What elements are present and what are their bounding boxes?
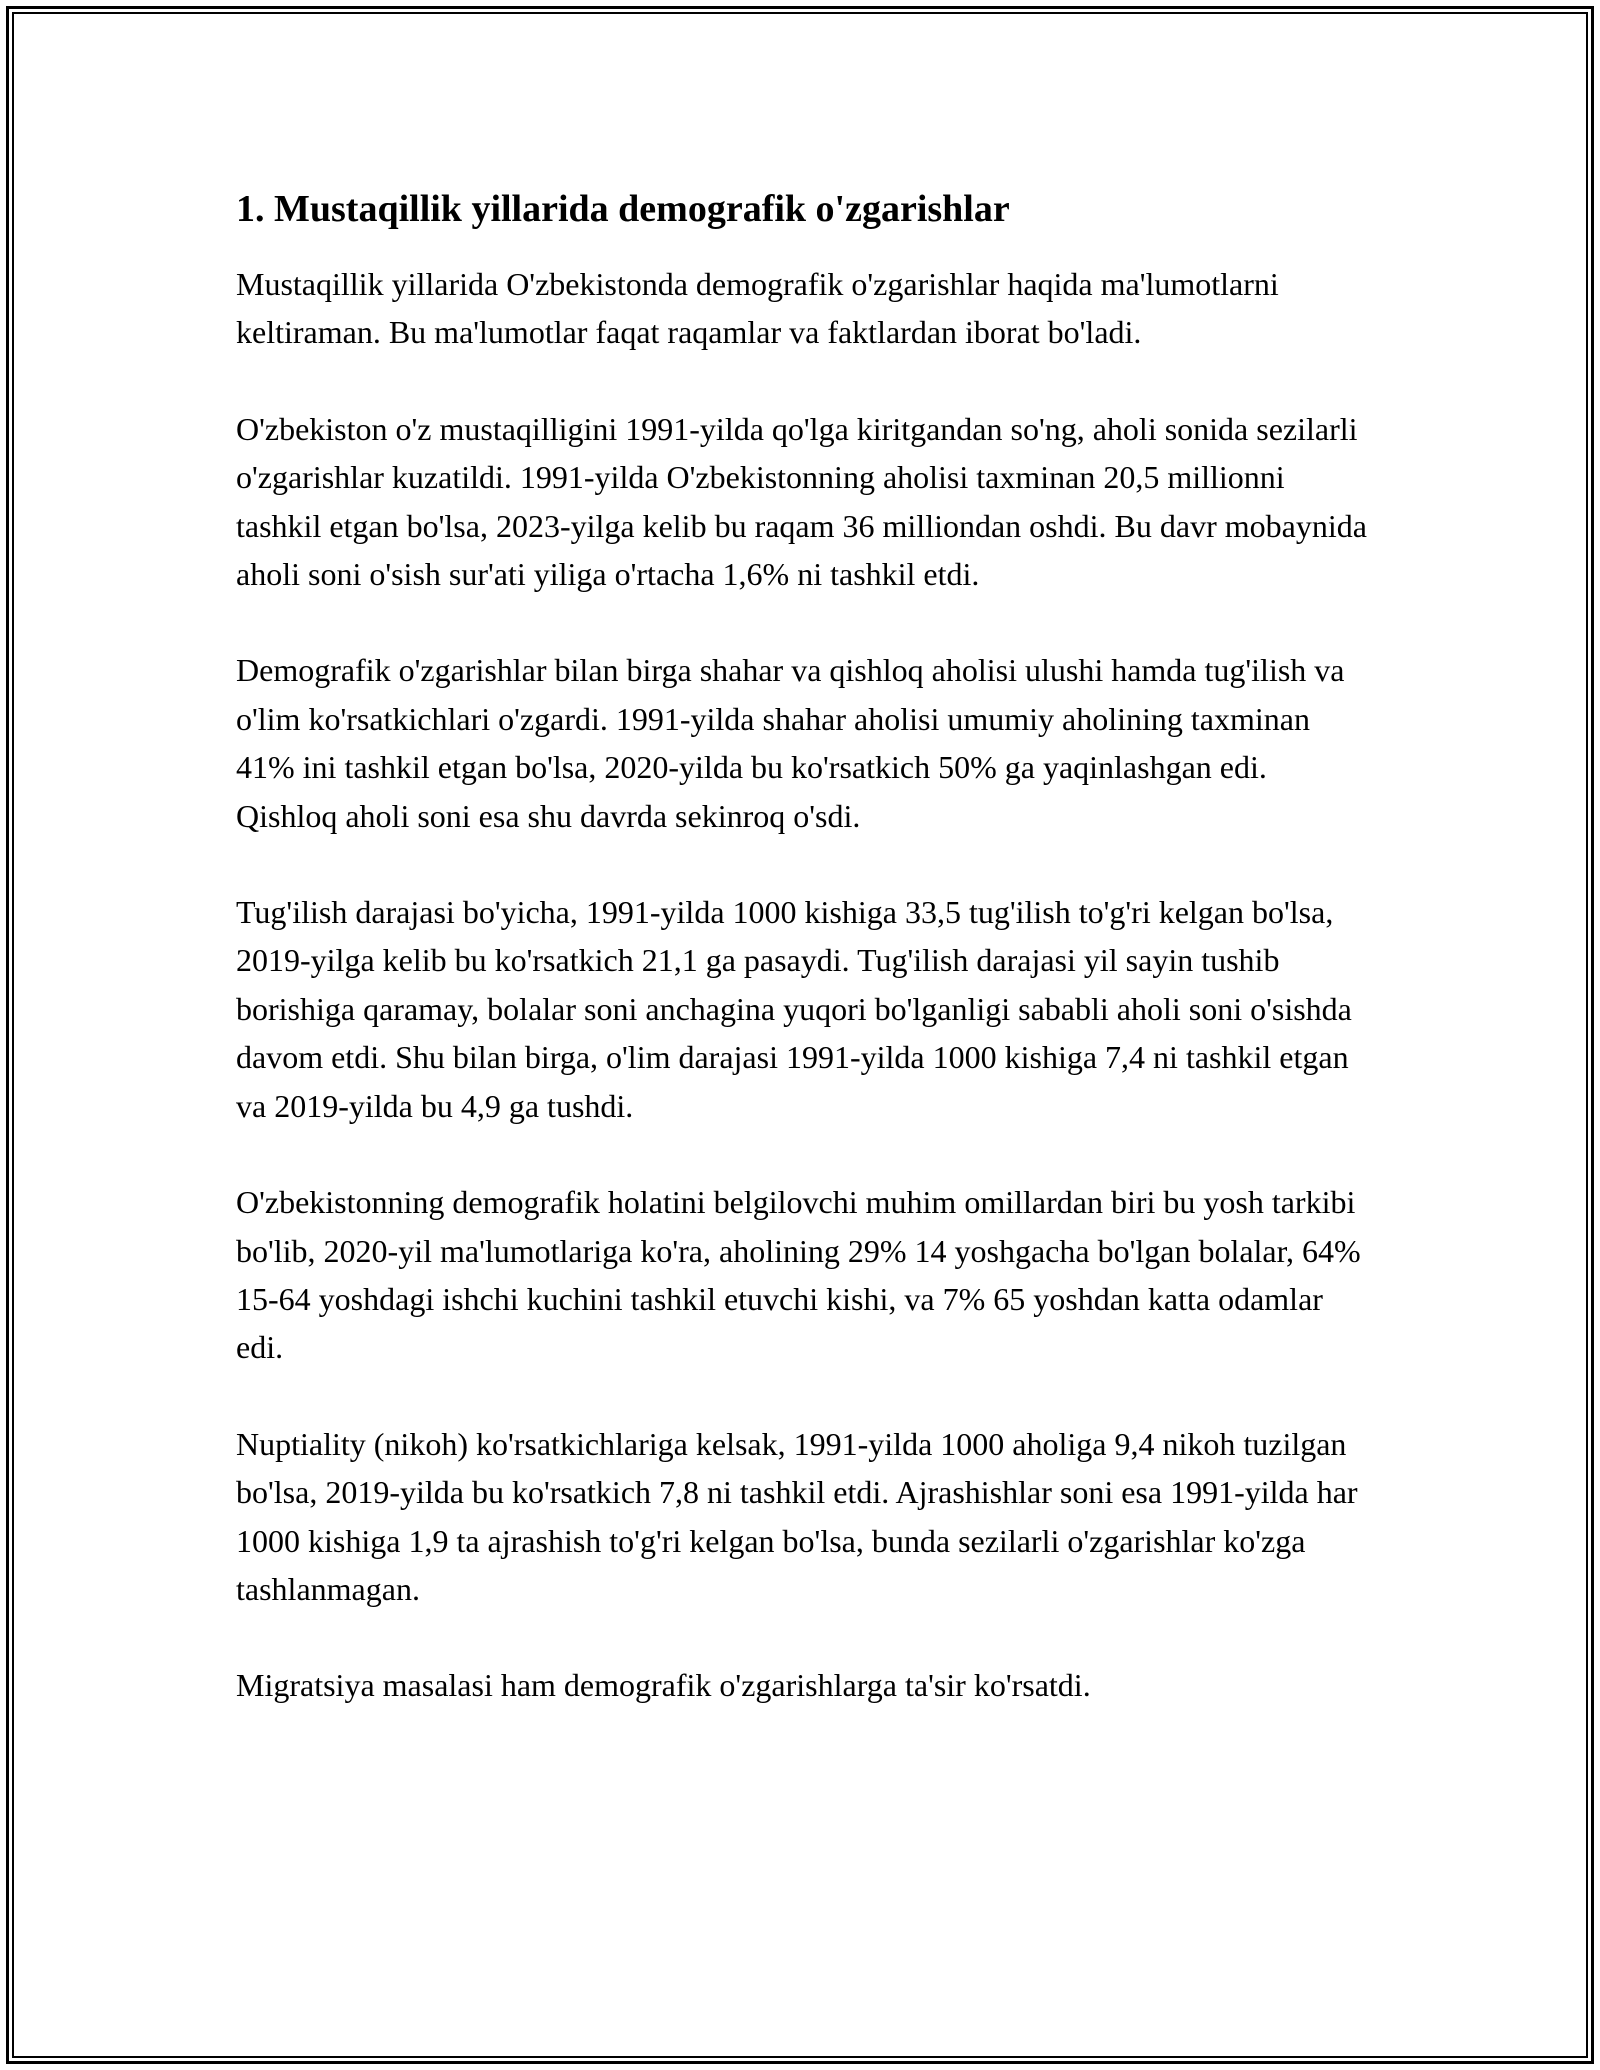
section-title: 1. Mustaqillik yillarida demografik o'zgarishlar xyxy=(236,188,1010,230)
document-body xyxy=(236,184,1376,1710)
paragraph-nuptiality: Nuptiality (nikoh) ko'rsatkichlariga kelsak, 1991-yilda 1000 aholiga 9,4 nikoh tuzilgan bo'lsa, 2019-yilda bu ko'rsatkich 7,8 ni tashkil etdi. Ajrashishlar soni esa 1991-yilda har 1000 kishiga 1,9 ta ajrashish to'g'ri kelgan bo'lsa, bunda sezilarli o'zgarishlar ko'zga tashlanmagan. xyxy=(236,1425,1358,1607)
paragraph-population: O'zbekiston o'z mustaqilligini 1991-yilda qo'lga kiritgandan so'ng, aholi sonida sezilarli o'zgarishlar kuzatildi. 1991-yilda O'zbekistonning aholisi taxminan 20,5 millionni tashkil etgan bo'lsa, 2023-yilga kelib bu raqam 36 milliondan oshdi. Bu davr mobaynida aholi soni o'sish sur'ati yiliga o'rtacha 1,6% ni tashkil etdi. xyxy=(236,410,1367,593)
paragraph-birth-death: Tug'ilish darajasi bo'yicha, 1991-yilda 1000 kishiga 33,5 tug'ilish to'g'ri kelgan bo'lsa, 2019-yilga kelib bu ko'rsatkich 21,1 ga pasaydi. Tug'ilish darajasi yil sayin tushib borishiga qaramay, bolalar soni anchagina yuqori bo'lganligi sababli aholi soni o'sishda davom etdi. Shu bilan birga, o'lim darajasi 1991-yilda 1000 kishiga 7,4 ni tashkil etgan va 2019-yilda bu 4,9 ga tushdi. xyxy=(236,894,1352,1124)
paragraph-age-structure: O'zbekistonning demografik holatini belgilovchi muhim omillardan biri bu yosh tarkibi bo'lib, 2020-yil ma'lumotlariga ko'ra, aholining 29% 14 yoshgacha bo'lgan bolalar, 64% 15-64 yoshdagi ishchi kuchini tashkil etuvchi kishi, va 7% 65 yoshdan katta odamlar edi. xyxy=(236,1184,1361,1366)
paragraph-migration: Migratsiya masalasi ham demografik o'zgarishlarga ta'sir ko'rsatdi. xyxy=(236,1667,1091,1704)
paragraph-intro: Mustaqillik yillarida O'zbekistonda demografik o'zgarishlar haqida ma'lumotlarni keltiraman. Bu ma'lumotlar faqat raqamlar va faktlardan iborat bo'ladi. xyxy=(236,266,1279,351)
paragraph-urban-rural: Demografik o'zgarishlar bilan birga shahar va qishloq aholisi ulushi hamda tug'ilish va o'lim ko'rsatkichlari o'zgardi. 1991-yilda shahar aholisi umumiy aholining taxminan 41% ini tashkil etgan bo'lsa, 2020-yilda bu ko'rsatkich 50% ga yaqinlashgan edi. Qishloq aholi soni esa shu davrda sekinroq o'sdi. xyxy=(236,652,1345,834)
